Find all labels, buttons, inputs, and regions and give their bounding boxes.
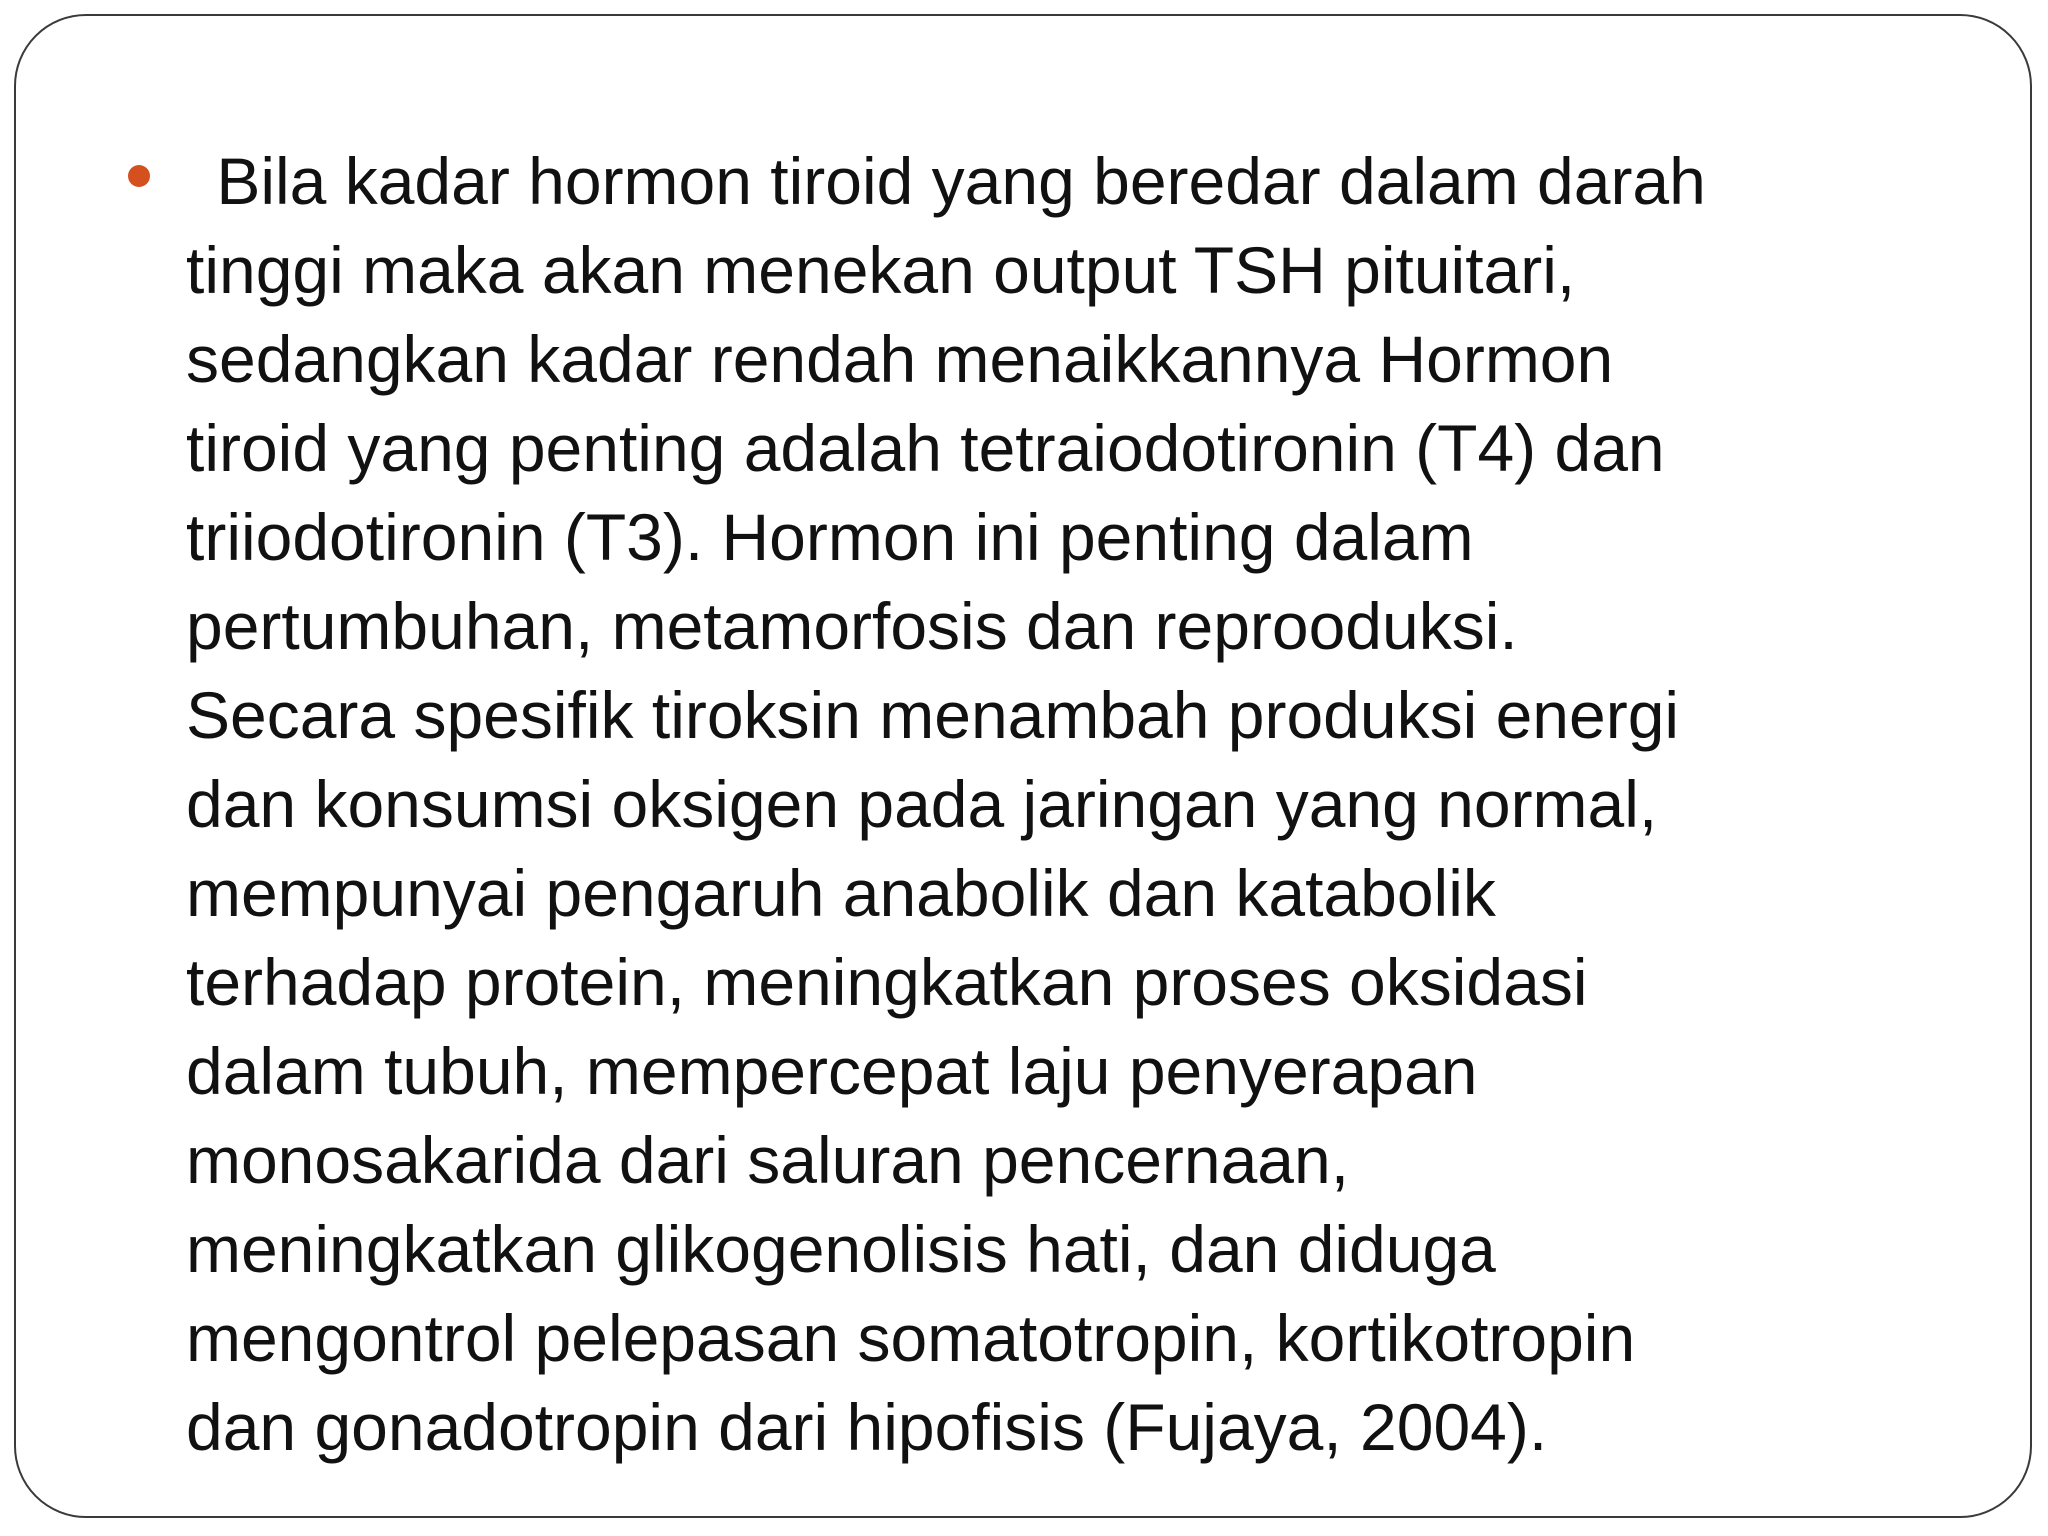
paragraph-line: dan konsumsi oksigen pada jaringan yang normal, [186, 767, 1658, 841]
paragraph-line: pertumbuhan, metamorfosis dan reprooduksi. [186, 589, 1518, 663]
paragraph-line: triiodotironin (T3). Hormon ini penting dalam [186, 500, 1474, 574]
paragraph-line: dan gonadotropin dari hipofisis (Fujaya, 2004). [186, 1390, 1548, 1464]
paragraph-line: mempunyai pengaruh anabolik dan katabolik [186, 856, 1496, 930]
paragraph-line: Secara spesifik tiroksin menambah produksi energi [186, 678, 1680, 752]
paragraph-line: dalam tubuh, mempercepat laju penyerapan [186, 1034, 1478, 1108]
paragraph-line: Bila kadar hormon tiroid yang beredar dalam darah [198, 144, 1706, 218]
paragraph-line: tinggi maka akan menekan output TSH pituitari, [186, 233, 1576, 307]
paragraph-line: mengontrol pelepasan somatotropin, kortikotropin [186, 1301, 1636, 1375]
paragraph-line: monosakarida dari saluran pencernaan, [186, 1123, 1350, 1197]
paragraph-line: terhadap protein, meningkatkan proses oksidasi [186, 945, 1588, 1019]
bullet-point-icon [128, 165, 150, 187]
paragraph-line: tiroid yang penting adalah tetraiodotironin (T4) dan [186, 411, 1665, 485]
paragraph-line: sedangkan kadar rendah menaikkannya Hormon [186, 322, 1614, 396]
paragraph-line: meningkatkan glikogenolisis hati, dan diduga [186, 1212, 1496, 1286]
